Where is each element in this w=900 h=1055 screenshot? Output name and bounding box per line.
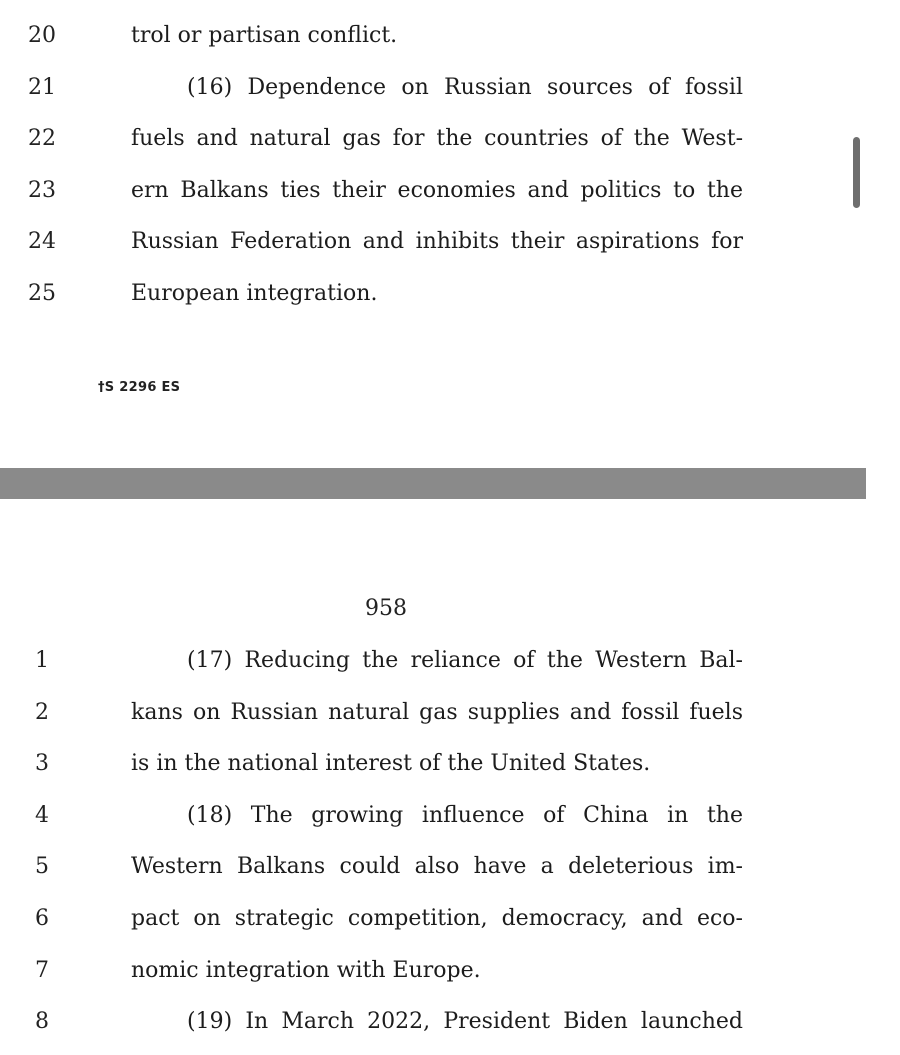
line-text: Russian Federation and inhibits their aspirations for	[131, 229, 743, 254]
line-number: 6	[35, 906, 49, 931]
bill-line	[0, 951, 760, 991]
page-number: 958	[365, 596, 407, 621]
line-text: fuels and natural gas for the countries of the West-	[131, 126, 743, 151]
line-number: 21	[28, 74, 56, 100]
bill-line	[0, 16, 760, 56]
bill-line	[0, 171, 760, 211]
line-text: kans on Russian natural gas supplies and fossil fuels	[131, 699, 743, 725]
line-number: 3	[35, 751, 49, 777]
page-divider	[0, 468, 866, 499]
bill-line	[0, 222, 760, 262]
line-number: 4	[35, 802, 49, 828]
line-text: nomic integration with Europe.	[131, 957, 481, 983]
line-number: 25	[28, 280, 56, 306]
line-number: 7	[35, 957, 49, 983]
bill-line	[0, 693, 760, 733]
bill-line	[0, 744, 760, 784]
line-number: 5	[35, 854, 49, 880]
line-text: (16) Dependence on Russian sources of fossil	[187, 74, 743, 100]
line-number: 1	[35, 648, 49, 673]
line-text: is in the national interest of the United States.	[131, 751, 651, 777]
bill-line	[0, 899, 760, 939]
line-text: European integration.	[131, 280, 378, 306]
line-number: 23	[28, 177, 56, 203]
line-number: 2	[35, 699, 49, 725]
line-text: (17) Reducing the reliance of the Western Bal-	[187, 648, 743, 673]
bill-line	[0, 1002, 760, 1042]
line-text: Western Balkans could also have a deleterious im-	[131, 854, 743, 880]
line-text: (18) The growing influence of China in the	[187, 802, 743, 828]
line-number: 20	[28, 23, 56, 48]
line-text: pact on strategic competition, democracy, and eco-	[131, 906, 743, 931]
bill-line	[0, 641, 760, 681]
line-number: 24	[28, 229, 56, 254]
line-number: 8	[35, 1009, 49, 1035]
line-text: trol or partisan conflict.	[131, 23, 398, 48]
line-text: (19) In March 2022, President Biden launched	[187, 1009, 743, 1035]
bill-footer: †S 2296 ES	[98, 380, 181, 395]
scrollbar-thumb[interactable]	[853, 137, 860, 208]
bill-line	[0, 847, 760, 887]
bill-line	[0, 274, 760, 314]
bill-line	[0, 68, 760, 108]
bill-line	[0, 796, 760, 836]
line-text: ern Balkans ties their economies and politics to the	[131, 177, 743, 203]
bill-line	[0, 119, 760, 159]
line-number: 22	[28, 126, 56, 151]
